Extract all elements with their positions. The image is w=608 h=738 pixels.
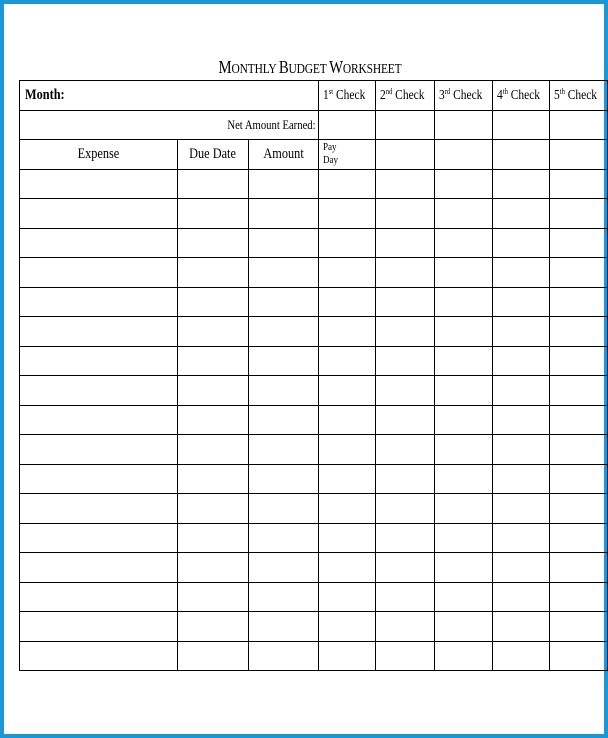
pay-day-cell[interactable] (319, 464, 376, 494)
expense-cell[interactable] (20, 464, 178, 494)
amount-cell[interactable] (248, 228, 318, 258)
expense-cell[interactable] (20, 169, 178, 199)
due-date-cell[interactable] (178, 317, 249, 347)
table-row (20, 435, 608, 465)
column-header-due-date: Due Date (178, 140, 249, 170)
due-date-cell[interactable] (178, 641, 249, 671)
amount-cell[interactable] (248, 612, 318, 642)
check-header-5: 5th Check (550, 81, 608, 111)
net-amount-cell-2[interactable] (375, 110, 434, 140)
net-amount-cell-3[interactable] (435, 110, 493, 140)
check-1-cell[interactable] (375, 464, 434, 494)
check-4-cell[interactable] (550, 258, 608, 288)
check-3-cell[interactable] (492, 435, 550, 465)
pay-day-cell[interactable] (319, 612, 376, 642)
due-date-cell[interactable] (178, 582, 249, 612)
check-1-cell[interactable] (375, 582, 434, 612)
check-2-cell[interactable] (435, 169, 493, 199)
pay-day-cell[interactable] (319, 553, 376, 583)
pay-day-cell[interactable] (319, 405, 376, 435)
table-row (20, 612, 608, 642)
check-header-3: 3rd Check (435, 81, 493, 111)
check-2-cell[interactable] (435, 346, 493, 376)
expense-cell[interactable] (20, 317, 178, 347)
check-header-4: 4th Check (492, 81, 550, 111)
check-1-cell[interactable] (375, 376, 434, 406)
net-amount-cell-5[interactable] (550, 110, 608, 140)
table-row (20, 494, 608, 524)
check-3-cell[interactable] (492, 169, 550, 199)
pay-day-cell[interactable] (319, 258, 376, 288)
amount-cell[interactable] (248, 494, 318, 524)
check-2-cell[interactable] (435, 317, 493, 347)
budget-table (19, 80, 608, 671)
table-row (20, 376, 608, 406)
check-3-cell[interactable] (492, 346, 550, 376)
due-date-cell[interactable] (178, 523, 249, 553)
check-3-cell[interactable] (492, 523, 550, 553)
expense-cell[interactable] (20, 612, 178, 642)
check-4-cell[interactable] (550, 523, 608, 553)
pay-day-cell-2[interactable] (435, 140, 493, 170)
check-2-cell[interactable] (435, 494, 493, 524)
expense-cell[interactable] (20, 494, 178, 524)
check-4-cell[interactable] (550, 464, 608, 494)
check-1-cell[interactable] (375, 494, 434, 524)
check-3-cell[interactable] (492, 641, 550, 671)
check-3-cell[interactable] (492, 405, 550, 435)
check-1-cell[interactable] (375, 405, 434, 435)
due-date-cell[interactable] (178, 228, 249, 258)
check-4-cell[interactable] (550, 553, 608, 583)
check-2-cell[interactable] (435, 287, 493, 317)
pay-day-cell[interactable] (319, 523, 376, 553)
check-1-cell[interactable] (375, 317, 434, 347)
expense-cell[interactable] (20, 287, 178, 317)
due-date-cell[interactable] (178, 405, 249, 435)
table-row (20, 523, 608, 553)
table-row (20, 641, 608, 671)
pay-day-cell[interactable] (319, 169, 376, 199)
check-4-cell[interactable] (550, 228, 608, 258)
header-row-month (20, 81, 608, 111)
net-amount-cell-1[interactable] (319, 110, 376, 140)
check-2-cell[interactable] (435, 376, 493, 406)
check-3-cell[interactable] (492, 376, 550, 406)
check-4-cell[interactable] (550, 376, 608, 406)
check-2-cell[interactable] (435, 199, 493, 229)
column-header-pay-day: Pay Day (319, 140, 376, 170)
pay-day-cell[interactable] (319, 641, 376, 671)
amount-cell[interactable] (248, 553, 318, 583)
amount-cell[interactable] (248, 464, 318, 494)
check-2-cell[interactable] (435, 405, 493, 435)
check-1-cell[interactable] (375, 287, 434, 317)
check-4-cell[interactable] (550, 346, 608, 376)
check-2-cell[interactable] (435, 553, 493, 583)
check-4-cell[interactable] (550, 435, 608, 465)
expense-cell[interactable] (20, 258, 178, 288)
expense-cell[interactable] (20, 199, 178, 229)
expense-cell[interactable] (20, 553, 178, 583)
amount-cell[interactable] (248, 287, 318, 317)
amount-cell[interactable] (248, 641, 318, 671)
check-header-1: 1st Check (319, 81, 376, 111)
check-4-cell[interactable] (550, 405, 608, 435)
pay-day-cell-3[interactable] (492, 140, 550, 170)
check-2-cell[interactable] (435, 612, 493, 642)
table-row (20, 405, 608, 435)
check-4-cell[interactable] (550, 287, 608, 317)
amount-cell[interactable] (248, 169, 318, 199)
expense-cell[interactable] (20, 346, 178, 376)
check-1-cell[interactable] (375, 435, 434, 465)
check-1-cell[interactable] (375, 641, 434, 671)
table-row (20, 464, 608, 494)
check-3-cell[interactable] (492, 228, 550, 258)
check-4-cell[interactable] (550, 612, 608, 642)
pay-day-cell[interactable] (319, 346, 376, 376)
due-date-cell[interactable] (178, 258, 249, 288)
check-4-cell[interactable] (550, 494, 608, 524)
check-1-cell[interactable] (375, 169, 434, 199)
due-date-cell[interactable] (178, 435, 249, 465)
check-4-cell[interactable] (550, 199, 608, 229)
due-date-cell[interactable] (178, 287, 249, 317)
check-3-cell[interactable] (492, 258, 550, 288)
due-date-cell[interactable] (178, 346, 249, 376)
check-3-cell[interactable] (492, 553, 550, 583)
pay-day-cell[interactable] (319, 494, 376, 524)
check-1-cell[interactable] (375, 199, 434, 229)
pay-day-cell[interactable] (319, 199, 376, 229)
pay-day-cell[interactable] (319, 376, 376, 406)
check-3-cell[interactable] (492, 494, 550, 524)
check-4-cell[interactable] (550, 169, 608, 199)
check-3-cell[interactable] (492, 317, 550, 347)
expense-cell[interactable] (20, 582, 178, 612)
check-3-cell[interactable] (492, 612, 550, 642)
check-1-cell[interactable] (375, 523, 434, 553)
worksheet-title: MONTHLY BUDGET WORKSHEET (218, 57, 402, 77)
check-2-cell[interactable] (435, 523, 493, 553)
check-2-cell[interactable] (435, 228, 493, 258)
check-2-cell[interactable] (435, 641, 493, 671)
amount-cell[interactable] (248, 582, 318, 612)
check-2-cell[interactable] (435, 258, 493, 288)
column-header-amount: Amount (248, 140, 318, 170)
due-date-cell[interactable] (178, 376, 249, 406)
pay-day-cell[interactable] (319, 435, 376, 465)
expense-cell[interactable] (20, 376, 178, 406)
check-3-cell[interactable] (492, 464, 550, 494)
check-2-cell[interactable] (435, 464, 493, 494)
pay-day-cell-4[interactable] (550, 140, 608, 170)
check-1-cell[interactable] (375, 228, 434, 258)
table-row (20, 199, 608, 229)
check-2-cell[interactable] (435, 582, 493, 612)
expense-cell[interactable] (20, 405, 178, 435)
check-4-cell[interactable] (550, 317, 608, 347)
table-row (20, 169, 608, 199)
check-1-cell[interactable] (375, 612, 434, 642)
column-header-expense: Expense (20, 140, 178, 170)
check-4-cell[interactable] (550, 641, 608, 671)
amount-cell[interactable] (248, 346, 318, 376)
month-label[interactable]: Month: (20, 81, 319, 111)
pay-day-cell[interactable] (319, 287, 376, 317)
check-1-cell[interactable] (375, 553, 434, 583)
check-2-cell[interactable] (435, 435, 493, 465)
check-header-2: 2nd Check (375, 81, 434, 111)
amount-cell[interactable] (248, 258, 318, 288)
net-amount-cell-4[interactable] (492, 110, 550, 140)
amount-cell[interactable] (248, 435, 318, 465)
pay-day-cell[interactable] (319, 228, 376, 258)
expense-cell[interactable] (20, 435, 178, 465)
due-date-cell[interactable] (178, 612, 249, 642)
due-date-cell[interactable] (178, 464, 249, 494)
table-row (20, 258, 608, 288)
due-date-cell[interactable] (178, 553, 249, 583)
table-row (20, 346, 608, 376)
table-row (20, 582, 608, 612)
check-3-cell[interactable] (492, 287, 550, 317)
pay-day-cell[interactable] (319, 582, 376, 612)
table-row (20, 317, 608, 347)
net-amount-label: Net Amount Earned: (20, 110, 319, 140)
pay-day-cell-1[interactable] (375, 140, 434, 170)
table-row (20, 287, 608, 317)
amount-cell[interactable] (248, 317, 318, 347)
due-date-cell[interactable] (178, 199, 249, 229)
amount-cell[interactable] (248, 523, 318, 553)
check-4-cell[interactable] (550, 582, 608, 612)
due-date-cell[interactable] (178, 169, 249, 199)
header-row-net-amount (20, 110, 608, 140)
amount-cell[interactable] (248, 405, 318, 435)
check-1-cell[interactable] (375, 346, 434, 376)
amount-cell[interactable] (248, 199, 318, 229)
amount-cell[interactable] (248, 376, 318, 406)
due-date-cell[interactable] (178, 494, 249, 524)
check-1-cell[interactable] (375, 258, 434, 288)
check-3-cell[interactable] (492, 199, 550, 229)
pay-day-cell[interactable] (319, 317, 376, 347)
table-row (20, 553, 608, 583)
check-3-cell[interactable] (492, 582, 550, 612)
table-row (20, 228, 608, 258)
expense-cell[interactable] (20, 523, 178, 553)
expense-cell[interactable] (20, 641, 178, 671)
header-row-columns (20, 140, 608, 170)
expense-cell[interactable] (20, 228, 178, 258)
